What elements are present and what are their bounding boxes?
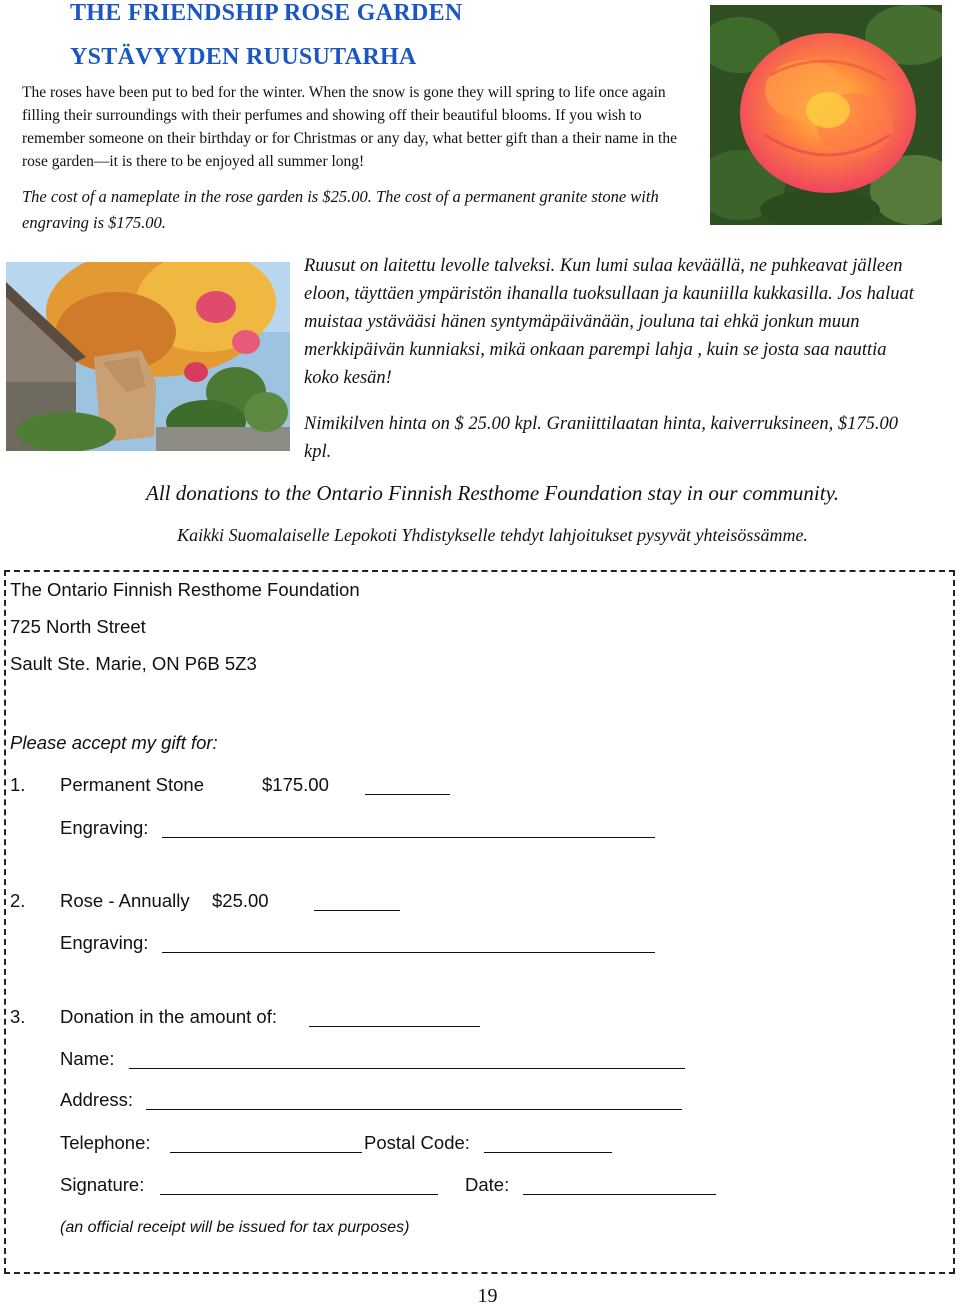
rose-photo [710,5,942,225]
page-subtitle: YSTÄVYYDEN RUUSUTARHA [70,44,417,70]
address-label: Address: [60,1089,134,1110]
page-title: THE FRIENDSHIP ROSE GARDEN [70,0,463,26]
page-number: 19 [477,1285,498,1307]
donation-note-en: All donations to the Ontario Finnish Resthome Foundation stay in our community. [146,481,839,505]
org-name: The Ontario Finnish Resthome Foundation [10,579,360,600]
signature-field[interactable] [160,1194,438,1195]
item1-amount-field[interactable] [365,794,450,795]
item1-engraving-label: Engraving: [60,817,149,838]
name-label: Name: [60,1048,115,1069]
donation-form [4,570,955,1274]
item1-engraving-field[interactable] [162,837,655,838]
cost-text-fi: Nimikilven hinta on $ 25.00 kpl. Graniittilaatan hinta, kaiverruksineen, $175.00 kpl. [304,414,898,462]
date-label: Date: [465,1174,510,1195]
item1-number: 1. [10,774,26,795]
accept-label: Please accept my gift for: [10,732,218,753]
date-field[interactable] [523,1194,716,1195]
item1-price: $175.00 [262,774,329,795]
item2-engraving-field[interactable] [162,952,655,953]
intro-text-en: The roses have been put to bed for the winter. When the snow is gone they will spring to life once again filling their surroundings with their perfumes and showing off their beautiful blooms. If you wish to remember someone on their birthday or for Christmas or any day, what better gift than a their name in the rose garden—it is there to be enjoyed all summer long! [22,84,677,170]
item1-label: Permanent Stone [60,774,204,795]
item3-label: Donation in the amount of: [60,1006,278,1027]
intro-text-fi: Ruusut on laitettu levolle talveksi. Kun lumi sulaa keväällä, ne puhkeavat jälleen eloon, täyttäen ympäristön ihanalla tuoksullaan ja kauniilla kukkasilla. Jos haluat muistaa ystävääsi hänen syntymäpäivänään, jouluna tai ehkä jonkun muun merkkipäivän kunniaksi, mikä onkaan parempi lahja , kuin se josta saa nauttia koko kesän! [304,256,914,388]
donation-amount-field[interactable] [309,1026,480,1027]
donation-note-fi: Kaikki Suomalaiselle Lepokoti Yhdistykselle tehdyt lahjoitukset pysyvät yhteisössämme. [177,525,808,545]
name-field[interactable] [129,1068,685,1069]
cost-text-en: The cost of a nameplate in the rose garden is $25.00. The cost of a permanent granite stone with engraving is $175.00. [22,187,659,232]
signature-label: Signature: [60,1174,145,1195]
garden-photo [6,262,290,451]
item3-number: 3. [10,1006,26,1027]
org-street: 725 North Street [10,616,146,637]
item2-price: $25.00 [212,890,269,911]
org-city: Sault Ste. Marie, ON P6B 5Z3 [10,653,257,674]
telephone-field[interactable] [170,1152,362,1153]
item2-amount-field[interactable] [314,910,400,911]
item2-label: Rose - Annually [60,890,190,911]
receipt-note: (an official receipt will be issued for tax purposes) [60,1219,410,1236]
item2-number: 2. [10,890,26,911]
address-field[interactable] [146,1109,682,1110]
postal-code-field[interactable] [484,1152,612,1153]
telephone-label: Telephone: [60,1132,151,1153]
postal-code-label: Postal Code: [364,1132,470,1153]
item2-engraving-label: Engraving: [60,932,149,953]
